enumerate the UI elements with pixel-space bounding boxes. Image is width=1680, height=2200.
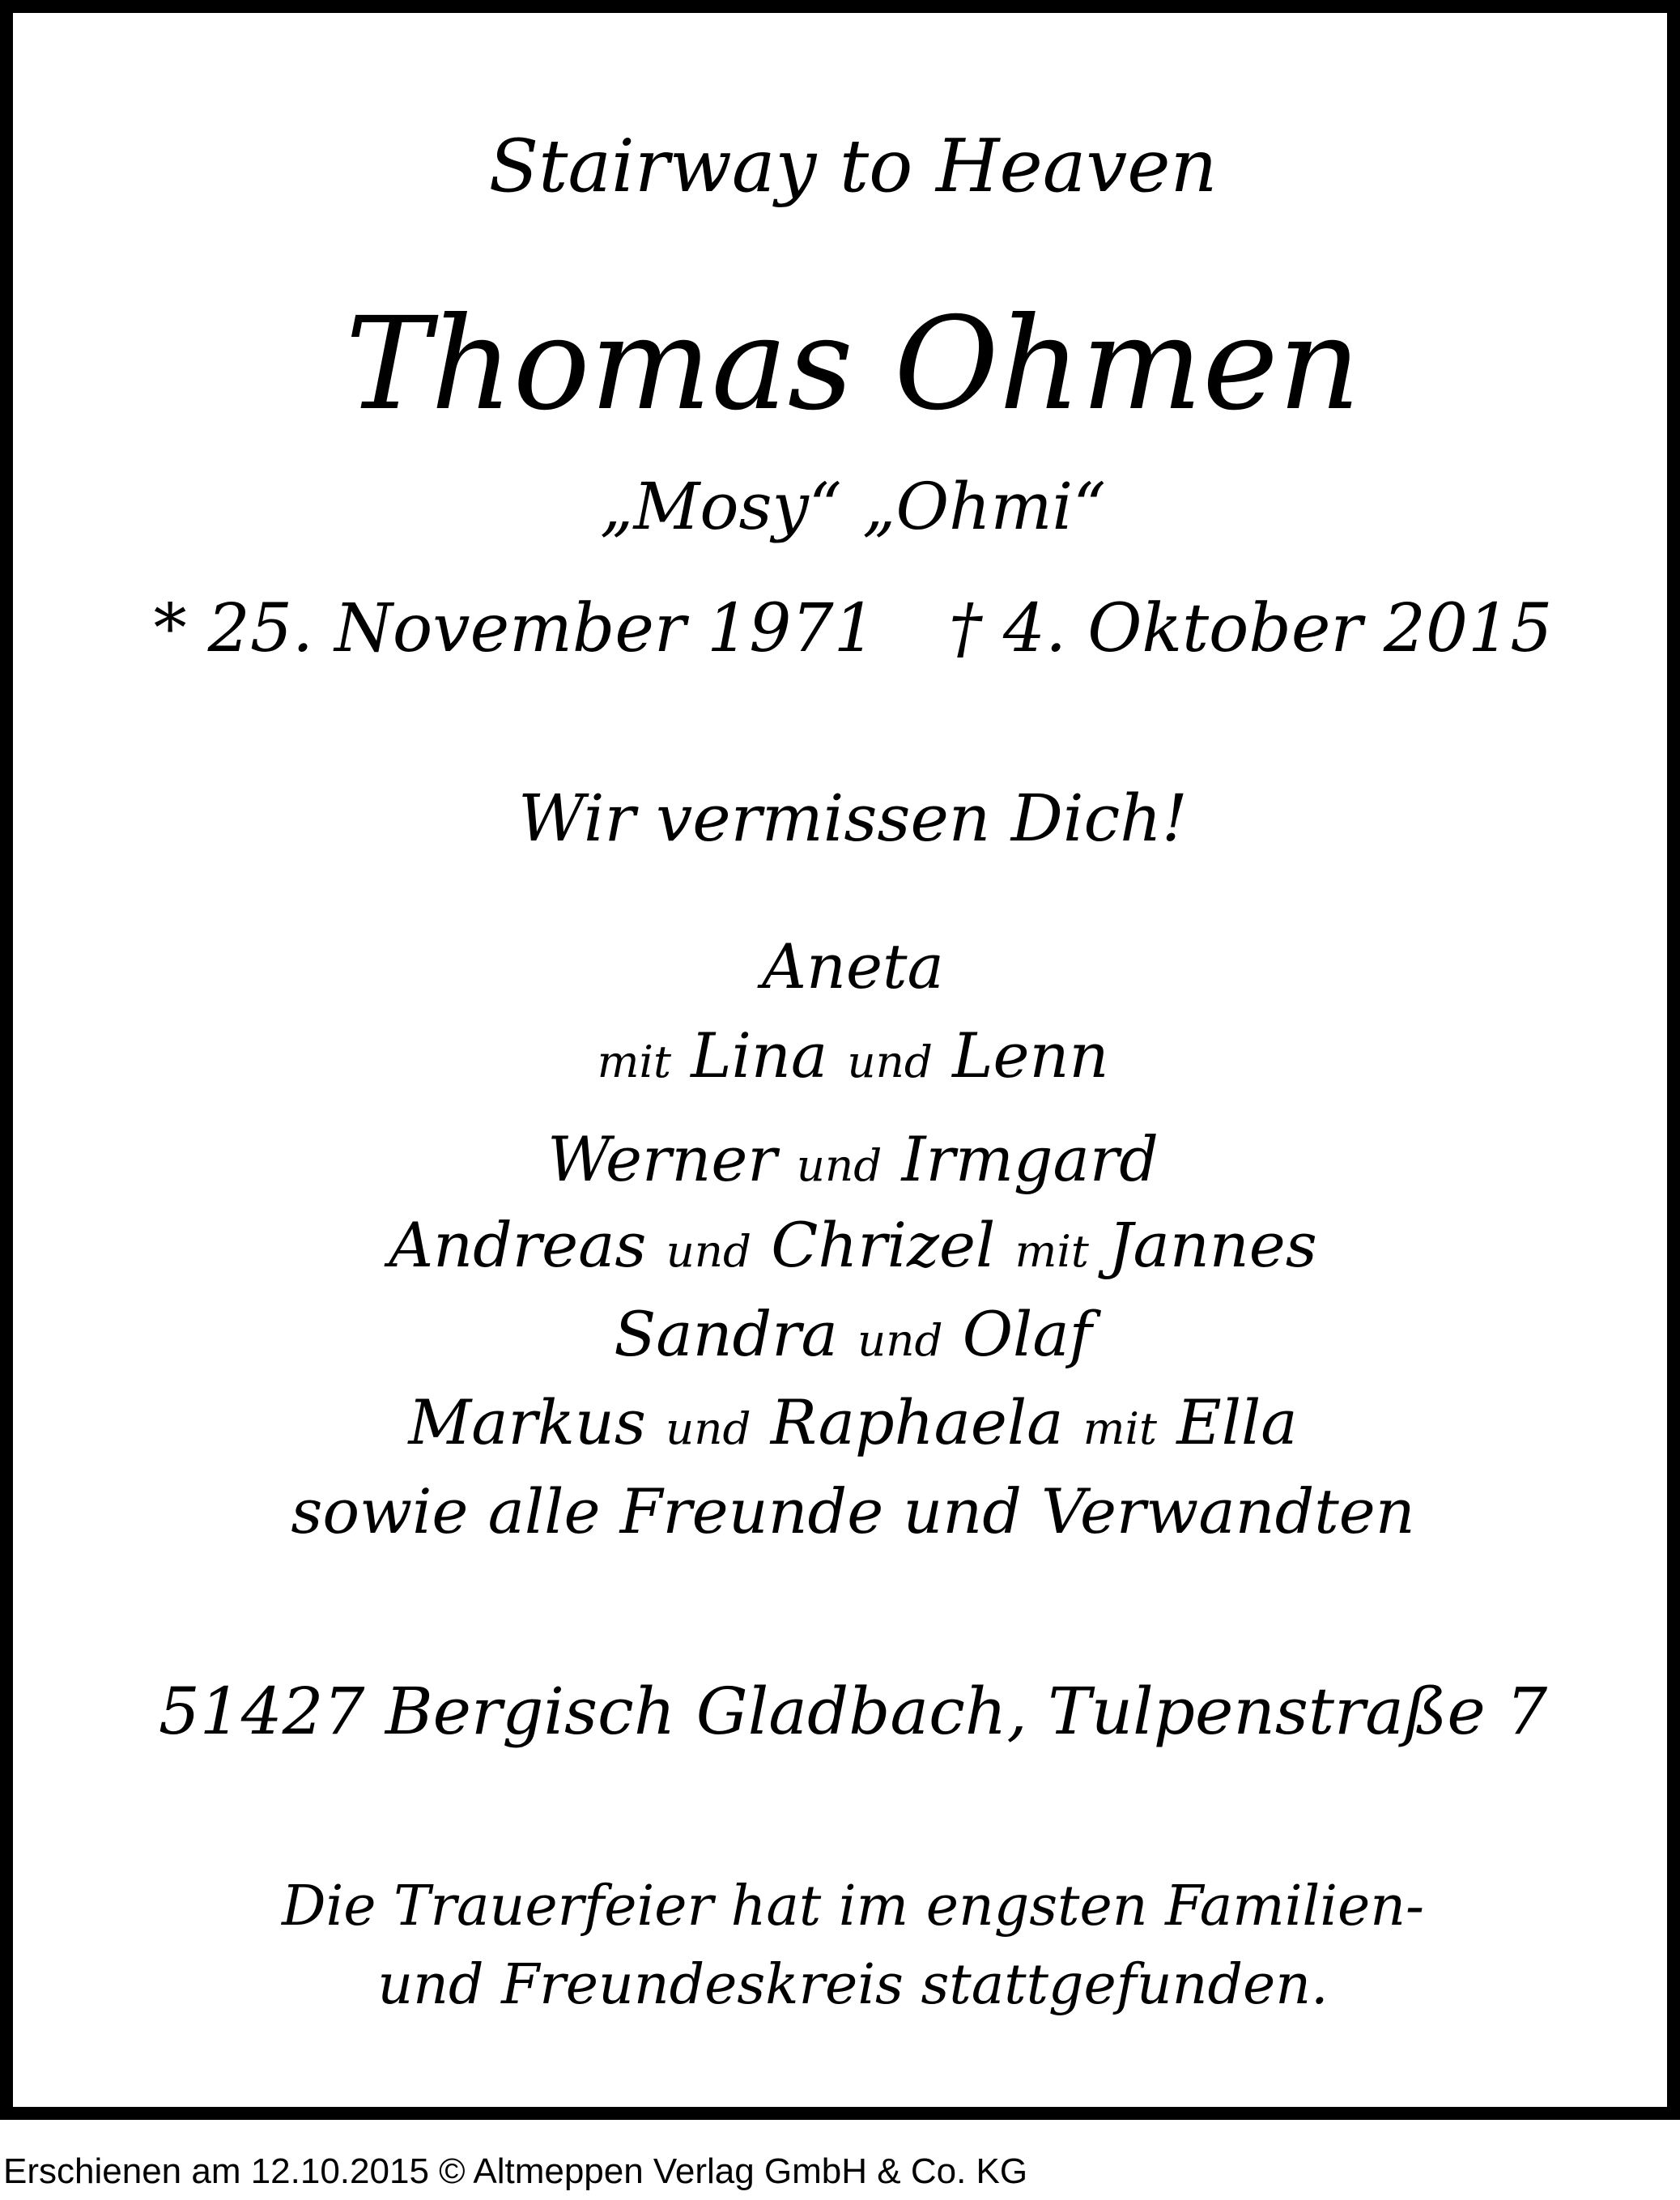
mourner-line-7 xyxy=(13,1475,1680,1547)
motto: Stairway to Heaven xyxy=(488,124,1218,209)
mourner-line-3 xyxy=(13,1123,1680,1195)
connector-word: und xyxy=(666,1402,751,1454)
funeral-note-line-2: und Freundeskreis stattgefunden. xyxy=(377,1953,1329,2017)
mourning-message: Wir vermissen Dich! xyxy=(518,781,1188,856)
mourner-name: Andreas xyxy=(389,1209,647,1281)
mourner-name: Jannes xyxy=(1108,1209,1317,1281)
mourner-name: Markus xyxy=(408,1386,646,1458)
mourner-line-5 xyxy=(13,1298,1680,1370)
connector-word: mit xyxy=(1082,1402,1158,1454)
mourner-name: Irmgard xyxy=(901,1123,1159,1195)
mourner-name: sowie alle Freunde und Verwandten xyxy=(291,1475,1415,1547)
address: 51427 Bergisch Gladbach, Tulpenstraße 7 xyxy=(158,1674,1548,1749)
connector-word: mit xyxy=(597,1036,671,1087)
mourner-line-6 xyxy=(13,1386,1680,1458)
connector-word: mit xyxy=(1014,1225,1089,1277)
death-date: † 4. Oktober 2015 xyxy=(948,590,1553,667)
mourner-name: Aneta xyxy=(762,930,944,1002)
funeral-note-line-1: Die Trauerfeier hat im engsten Familien- xyxy=(282,1874,1424,1938)
birth-date: * 25. November 1971 xyxy=(153,590,876,667)
mourner-line-1 xyxy=(13,930,1680,1002)
connector-word: und xyxy=(796,1139,883,1191)
mourner-name: Werner xyxy=(547,1123,777,1195)
connector-word: und xyxy=(666,1225,752,1277)
mourner-name: Raphaela xyxy=(770,1386,1064,1458)
mourner-name: Ella xyxy=(1176,1386,1298,1458)
publication-footer: Erschienen am 12.10.2015 © Altmeppen Verlag GmbH & Co. KG xyxy=(3,2151,1028,2191)
mourner-line-4 xyxy=(13,1209,1680,1281)
deceased-name: Thomas Ohmen xyxy=(345,290,1361,439)
connector-word: und xyxy=(857,1314,943,1366)
mourner-name: Sandra xyxy=(614,1298,838,1370)
mourner-name: Lina xyxy=(691,1019,828,1091)
mourner-line-2 xyxy=(13,1019,1680,1091)
mourner-name: Olaf xyxy=(962,1298,1092,1370)
life-dates xyxy=(13,590,1680,667)
mourner-name: Chrizel xyxy=(771,1209,996,1281)
connector-word: und xyxy=(847,1036,933,1087)
mourner-name: Lenn xyxy=(952,1019,1109,1091)
nicknames: „Mosy“ „Ohmi“ xyxy=(600,469,1106,544)
